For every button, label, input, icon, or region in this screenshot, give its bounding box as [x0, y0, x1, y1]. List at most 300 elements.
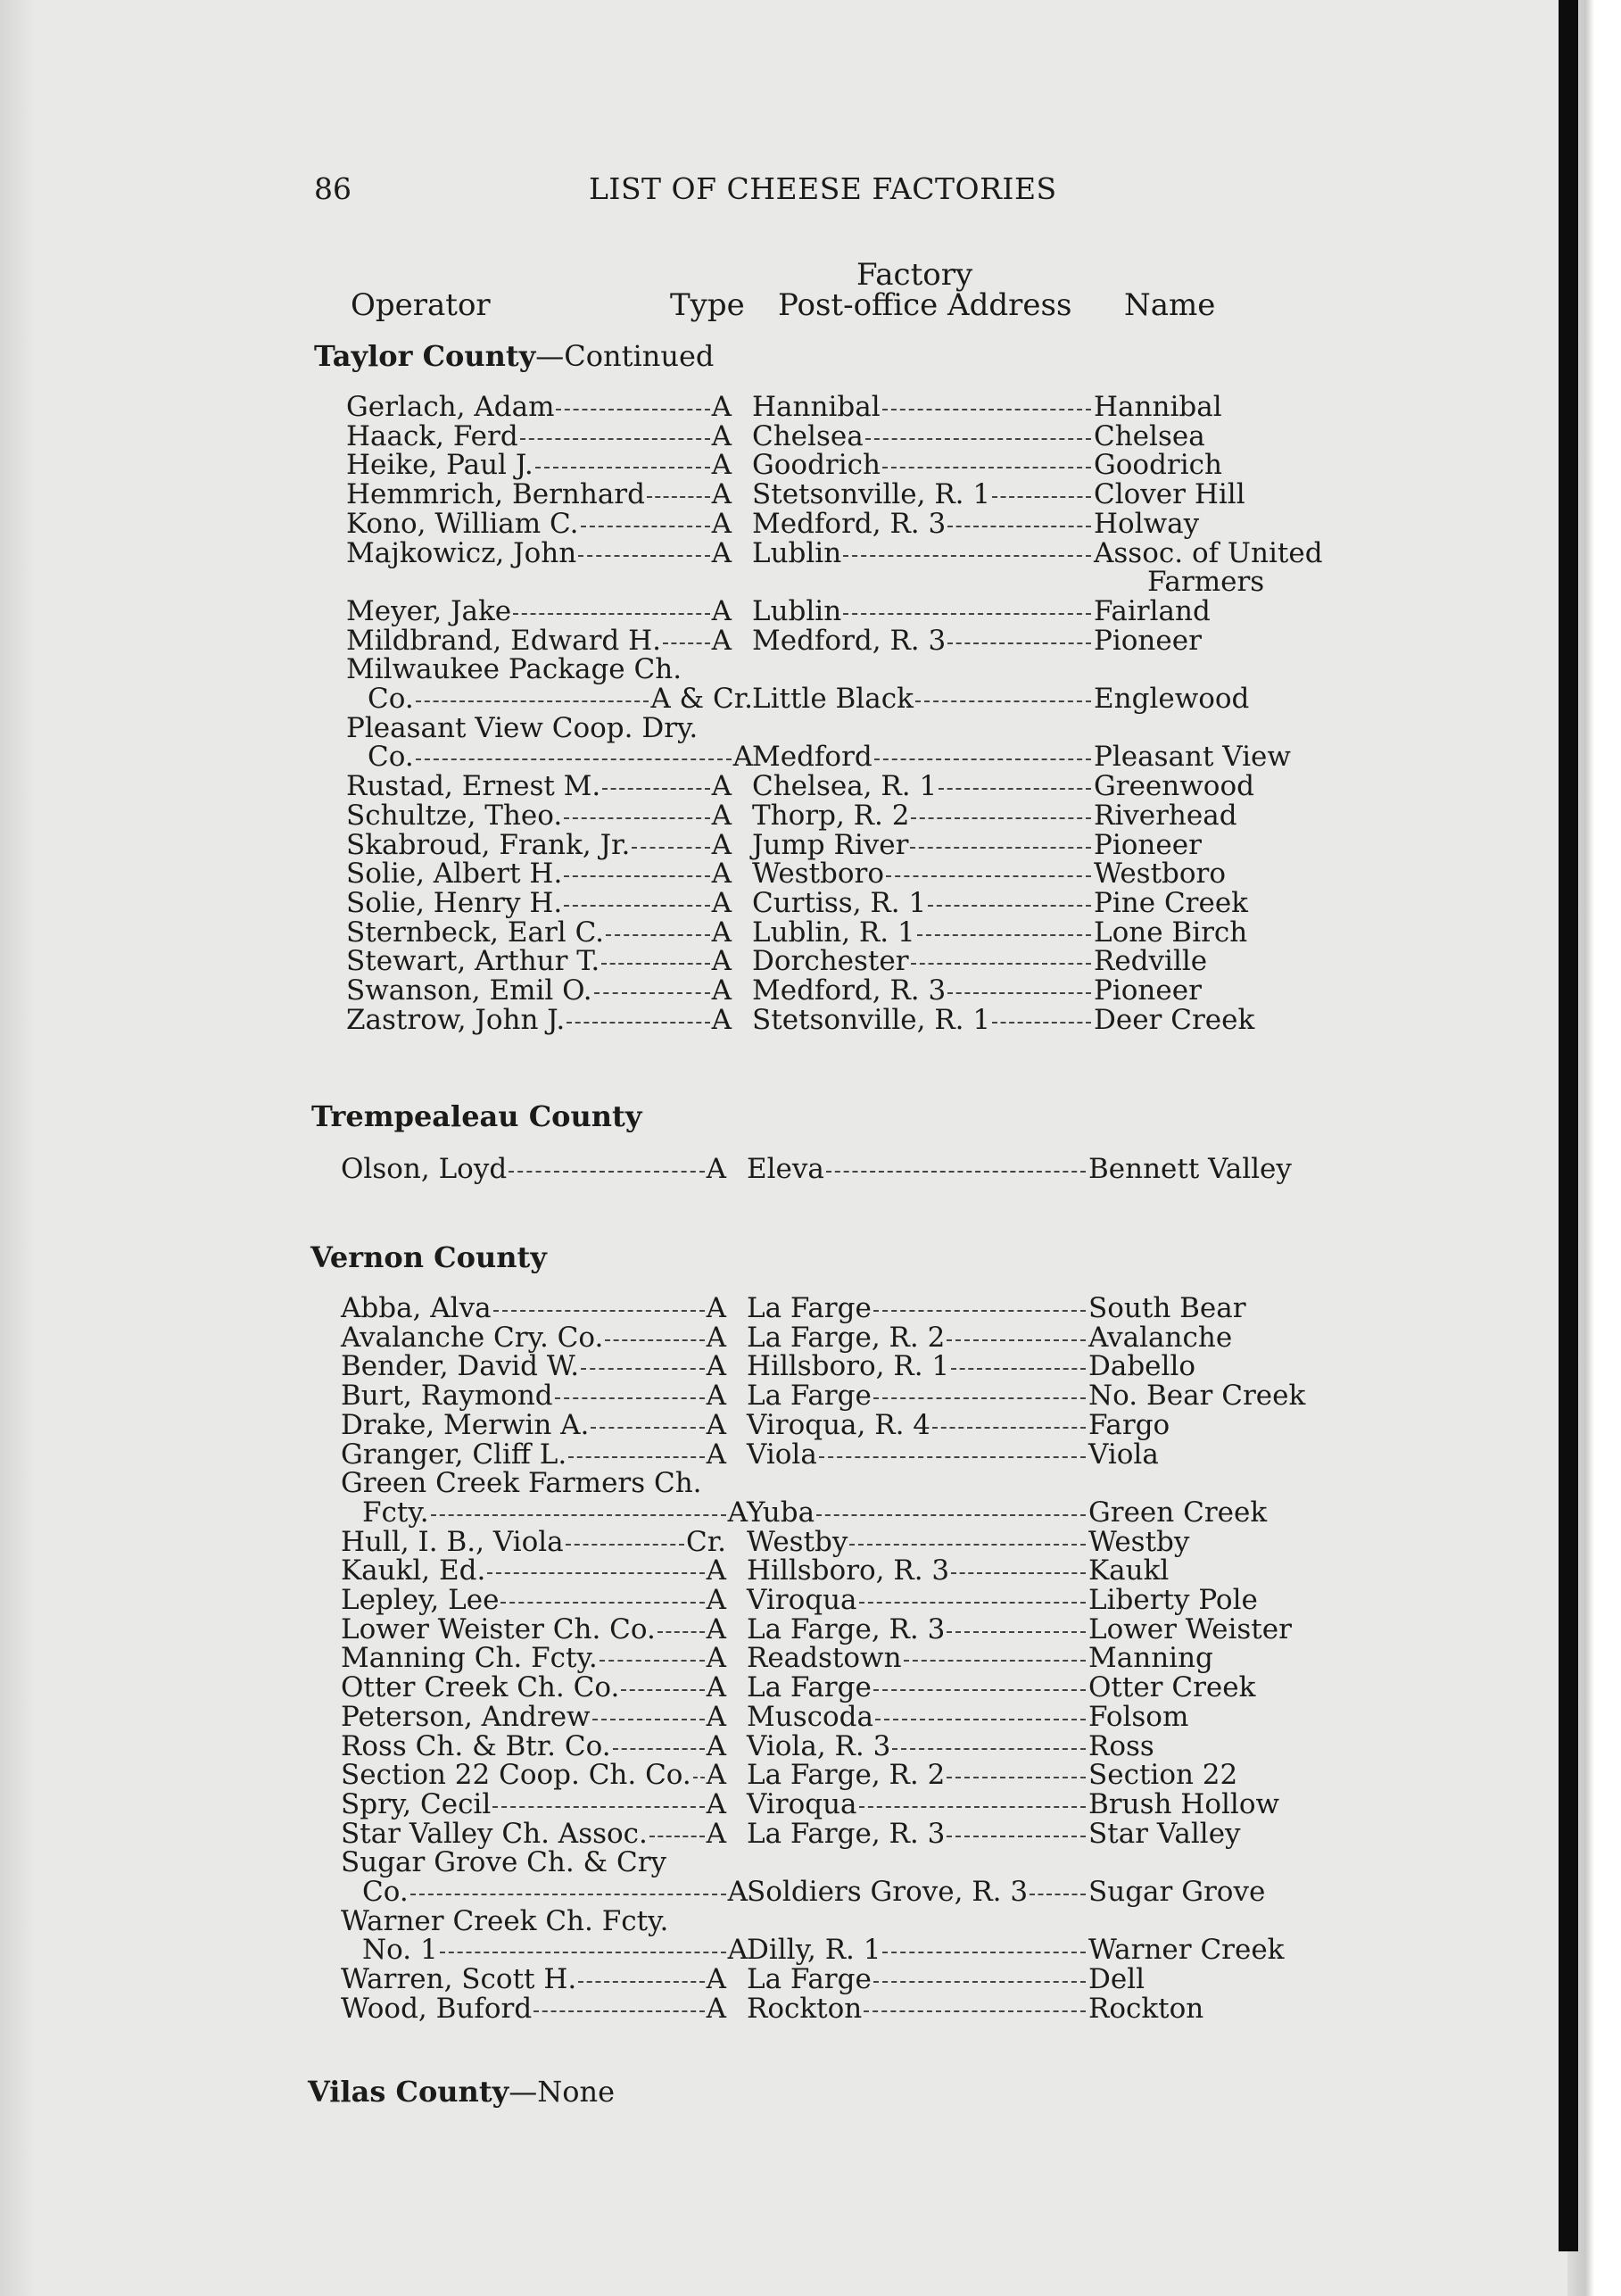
- operator-cell: Zastrow, John J. A: [346, 1003, 732, 1036]
- column-header-type: Type: [670, 287, 745, 323]
- leader-dots: [849, 1542, 1086, 1546]
- operator-cell: Abba, Alva A: [341, 1292, 726, 1324]
- address-cell: Viola, R. 3: [747, 1732, 1088, 1761]
- leader-dots: [601, 961, 709, 965]
- leader-dots: [605, 1338, 704, 1341]
- leader-dots: [939, 786, 1091, 790]
- leader-dots: [910, 845, 1091, 849]
- leader-dots: [600, 1658, 705, 1662]
- leader-dots: [493, 1308, 705, 1312]
- leader-dots: [859, 1600, 1086, 1604]
- address-cell: Viroqua: [747, 1586, 1088, 1615]
- table-row: [341, 1761, 1322, 1790]
- operator-cell: No. 1 A: [362, 1934, 748, 1967]
- operator-cell: Lepley, Lee A: [341, 1584, 726, 1616]
- leader-dots: [826, 1169, 1086, 1173]
- factory-type: A: [711, 391, 732, 423]
- address-cell: Jump River: [752, 831, 1093, 860]
- county-heading-vilas: Vilas County—None: [308, 2075, 615, 2109]
- operator-cell: Co. A: [362, 1876, 748, 1908]
- operator-cell: Wood, Buford A: [341, 1992, 726, 2025]
- table-row: [341, 1877, 1322, 1907]
- operator-cell: Otter Creek Ch. Co. A: [341, 1671, 726, 1704]
- factory-type: A: [711, 770, 732, 803]
- operator-cell: Hemmrich, Bernhard A: [346, 478, 732, 511]
- table-row: [346, 859, 1327, 889]
- factory-type: A: [727, 1876, 748, 1908]
- table-row: [346, 594, 1327, 627]
- leader-dots: [568, 1455, 704, 1458]
- address-cell: Hannibal: [752, 393, 1093, 422]
- leader-dots: [859, 1804, 1086, 1808]
- factory-name-cell: No. Bear Creek: [1088, 1380, 1306, 1413]
- leader-dots: [500, 1600, 704, 1604]
- factory-name-cell: Manning: [1088, 1642, 1213, 1675]
- factory-type: A: [711, 507, 732, 540]
- leader-dots: [951, 1571, 1086, 1574]
- leader-dots: [556, 407, 709, 410]
- address-cell: Medford: [752, 742, 1093, 772]
- leader-dots: [632, 845, 709, 849]
- leader-dots: [932, 1425, 1086, 1429]
- factory-name-cell: Englewood: [1094, 683, 1250, 715]
- leader-dots: [947, 991, 1091, 994]
- leader-dots: [416, 699, 649, 702]
- column-header-address: Post-office Address: [778, 287, 1072, 323]
- operator-cell: Co. A & Cr.: [368, 683, 753, 715]
- factory-name-continued: Farmers: [1147, 566, 1265, 599]
- factory-type: A: [706, 1153, 726, 1185]
- operator-cell: Ross Ch. & Btr. Co. A: [341, 1729, 726, 1762]
- address-cell: Viola: [747, 1440, 1088, 1470]
- table-row: [346, 1003, 1327, 1036]
- factory-type: A: [711, 858, 732, 891]
- operator-cell: Haack, Ferd A: [346, 419, 732, 452]
- operator-cell: Fcty. A: [362, 1496, 748, 1529]
- table-row: [341, 1352, 1322, 1381]
- address-cell: Chelsea: [752, 422, 1093, 452]
- operator-cell: Co. A: [368, 741, 753, 774]
- leader-dots: [886, 874, 1091, 877]
- leader-dots: [592, 1717, 705, 1720]
- factory-type: A: [711, 478, 732, 511]
- factory-name-cell: Brush Hollow: [1088, 1787, 1280, 1820]
- address-cell: Lublin, R. 1: [752, 918, 1093, 948]
- leader-dots: [567, 1020, 709, 1024]
- address-cell: La Farge, R. 3: [747, 1819, 1088, 1849]
- operator-cell: Mildbrand, Edward H. A: [346, 624, 732, 657]
- leader-dots: [882, 465, 1091, 468]
- factory-type: A: [706, 1642, 726, 1675]
- table-row: [346, 507, 1327, 540]
- factory-type: A: [706, 1817, 726, 1850]
- leader-dots: [578, 553, 709, 557]
- leader-dots: [591, 1425, 704, 1429]
- address-cell: Lublin: [752, 539, 1093, 568]
- address-cell: Rockton: [747, 1994, 1088, 2024]
- operator-cell: Bender, David W. A: [341, 1350, 726, 1383]
- factory-type: A & Cr.: [650, 683, 753, 715]
- page-number: 86: [314, 171, 351, 206]
- operator-cell: Rustad, Ernest M. A: [346, 770, 732, 803]
- leader-dots: [564, 816, 709, 819]
- table-row: [346, 536, 1327, 569]
- leader-dots: [873, 1979, 1086, 1983]
- table-row: [341, 1498, 1322, 1528]
- leader-dots: [917, 932, 1091, 936]
- factory-name-cell: Liberty Pole: [1088, 1584, 1258, 1616]
- operator-cell: Heike, Paul J. A: [346, 449, 732, 482]
- operator-cell: Stewart, Arthur T. A: [346, 945, 732, 978]
- leader-dots: [564, 903, 709, 907]
- factory-type: A: [711, 828, 732, 861]
- address-cell: Westby: [747, 1528, 1088, 1557]
- factory-type: A: [706, 1380, 726, 1413]
- factory-name-cell: Deer Creek: [1094, 1003, 1255, 1036]
- factory-name-cell: Lower Weister: [1088, 1612, 1292, 1645]
- factory-name-cell: Riverhead: [1094, 799, 1237, 832]
- operator-cell: Warren, Scott H. A: [341, 1963, 726, 1996]
- leader-dots: [882, 1950, 1086, 1953]
- factory-type: A: [727, 1934, 748, 1967]
- address-cell: Viroqua, R. 4: [747, 1411, 1088, 1440]
- table-row: [341, 1673, 1322, 1703]
- address-cell: Viroqua: [747, 1790, 1088, 1819]
- factory-name-cell: Sugar Grove: [1088, 1876, 1266, 1908]
- address-cell: Hillsboro, R. 1: [747, 1352, 1088, 1381]
- leader-dots: [816, 1513, 1086, 1516]
- factory-type: A: [706, 1787, 726, 1820]
- factory-type: A: [711, 536, 732, 569]
- factory-type: A: [706, 1584, 726, 1616]
- factory-type: A: [711, 449, 732, 482]
- address-cell: Medford, R. 3: [752, 510, 1093, 539]
- leader-dots: [865, 436, 1091, 440]
- leader-dots: [915, 699, 1091, 702]
- factory-type: A: [706, 1992, 726, 2025]
- address-cell: La Farge: [747, 1673, 1088, 1703]
- table-row: [341, 1586, 1322, 1615]
- table-row: [341, 1787, 1322, 1820]
- address-cell: Readstown: [747, 1644, 1088, 1673]
- leader-dots: [947, 1834, 1086, 1837]
- operator-cell: Burt, Raymond A: [341, 1380, 726, 1413]
- table-row: [346, 801, 1327, 831]
- table-row-continued: [1147, 568, 1264, 597]
- factory-type: Cr.: [686, 1525, 726, 1558]
- factory-name-cell: Goodrich: [1094, 449, 1222, 482]
- leader-dots: [873, 1396, 1086, 1399]
- factory-type: A: [706, 1700, 726, 1733]
- operator-cell: Manning Ch. Fcty. A: [341, 1642, 726, 1675]
- operator-name: Green Creek Farmers Ch.: [341, 1467, 702, 1500]
- factory-type: A: [706, 1759, 726, 1792]
- operator-cell: Sternbeck, Earl C. A: [346, 916, 732, 949]
- county-heading-vernon: Vernon County: [310, 1240, 547, 1274]
- factory-type: A: [706, 1612, 726, 1645]
- leader-dots: [947, 641, 1091, 644]
- table-row: [346, 419, 1327, 452]
- address-cell: Yuba: [747, 1498, 1088, 1528]
- factory-type: A: [706, 1963, 726, 1996]
- leader-dots: [509, 1169, 704, 1173]
- factory-type: A: [706, 1350, 726, 1383]
- operator-cell: Granger, Cliff L. A: [341, 1438, 726, 1471]
- factory-name-cell: Pioneer: [1094, 624, 1202, 657]
- factory-type: A: [706, 1438, 726, 1471]
- leader-dots: [892, 1746, 1086, 1750]
- leader-dots: [535, 465, 710, 468]
- table-row: [341, 1381, 1322, 1411]
- factory-type: A: [706, 1408, 726, 1441]
- table-row: [341, 1155, 1322, 1184]
- leader-dots: [513, 611, 710, 615]
- leader-dots: [1030, 1892, 1086, 1895]
- leader-dots: [947, 1629, 1086, 1633]
- table-row: [341, 1294, 1322, 1323]
- address-cell: Hillsboro, R. 3: [747, 1556, 1088, 1586]
- factory-name-cell: Pleasant View: [1094, 741, 1291, 774]
- factory-type: A: [711, 1003, 732, 1036]
- column-header-factory: Factory: [856, 257, 973, 293]
- leader-dots: [951, 1366, 1086, 1370]
- leader-dots: [911, 961, 1091, 965]
- address-cell: La Farge, R. 2: [747, 1323, 1088, 1353]
- table-row: [341, 1440, 1322, 1470]
- address-cell: Thorp, R. 2: [752, 801, 1093, 831]
- table-row: [346, 480, 1327, 510]
- leader-dots: [904, 1658, 1086, 1662]
- table-row: [346, 772, 1327, 801]
- address-cell: Chelsea, R. 1: [752, 772, 1093, 801]
- factory-type: A: [711, 594, 732, 627]
- leader-dots: [647, 494, 710, 498]
- operator-cell: Schultze, Theo. A: [346, 799, 732, 832]
- leader-dots: [492, 1804, 704, 1808]
- leader-dots: [928, 903, 1091, 907]
- factory-name-cell: Warner Creek: [1088, 1934, 1285, 1967]
- factory-name-cell: Section 22: [1088, 1759, 1238, 1792]
- factory-type: A: [711, 419, 732, 452]
- factory-type: A: [706, 1292, 726, 1324]
- factory-name-cell: Star Valley: [1088, 1817, 1241, 1850]
- factory-type: A: [711, 799, 732, 832]
- leader-dots: [947, 1775, 1086, 1778]
- factory-name-cell: Pioneer: [1094, 974, 1202, 1007]
- page-edge-shadow: [1559, 0, 1578, 2251]
- table-row: [341, 1700, 1322, 1733]
- leader-dots: [431, 1513, 726, 1516]
- address-cell: La Farge: [747, 1294, 1088, 1323]
- address-cell: La Farge: [747, 1381, 1088, 1411]
- factory-name-cell: Fairland: [1094, 594, 1211, 627]
- operator-cell: Swanson, Emil O. A: [346, 974, 732, 1007]
- address-cell: Lublin: [752, 597, 1093, 626]
- leader-dots: [874, 757, 1091, 760]
- leader-dots: [440, 1950, 726, 1953]
- table-row: [346, 947, 1327, 976]
- leader-dots: [911, 816, 1091, 819]
- operator-name: Milwaukee Package Ch.: [346, 653, 682, 686]
- operator-cell: Meyer, Jake A: [346, 594, 732, 627]
- address-cell: Curtiss, R. 1: [752, 889, 1093, 918]
- factory-name-cell: Assoc. of United: [1094, 536, 1323, 569]
- leader-dots: [581, 1366, 704, 1370]
- factory-name-cell: Chelsea: [1094, 419, 1205, 452]
- factory-type: A: [706, 1554, 726, 1587]
- operator-cell: Avalanche Cry. Co. A: [341, 1321, 726, 1354]
- leader-dots: [819, 1455, 1086, 1458]
- leader-dots: [873, 1687, 1086, 1691]
- address-cell: Soldiers Grove, R. 3: [747, 1877, 1088, 1907]
- operator-cell: Peterson, Andrew A: [341, 1700, 726, 1733]
- address-cell: Eleva: [747, 1155, 1088, 1184]
- table-row: [346, 742, 1327, 772]
- operator-cell: Star Valley Ch. Assoc. A: [341, 1817, 726, 1850]
- table-row: [346, 684, 1327, 714]
- table-row: [341, 1408, 1322, 1441]
- operator-cell: Spry, Cecil A: [341, 1787, 726, 1820]
- leader-dots: [875, 1717, 1086, 1720]
- factory-name-cell: Green Creek: [1088, 1496, 1268, 1529]
- address-cell: Stetsonville, R. 1: [752, 1006, 1093, 1035]
- leader-dots: [487, 1571, 704, 1574]
- leader-dots: [621, 1687, 704, 1691]
- address-cell: Medford, R. 3: [752, 976, 1093, 1006]
- operator-cell: Kaukl, Ed. A: [341, 1554, 726, 1587]
- factory-type: A: [711, 624, 732, 657]
- column-header-operator: Operator: [351, 287, 491, 323]
- leader-dots: [606, 932, 710, 936]
- factory-name-cell: Redville: [1094, 945, 1208, 978]
- operator-name: Sugar Grove Ch. & Cry: [341, 1846, 667, 1879]
- table-row: [341, 1525, 1322, 1558]
- factory-name-cell: Otter Creek: [1088, 1671, 1256, 1704]
- table-row: [346, 886, 1327, 919]
- factory-name-cell: Avalanche: [1088, 1321, 1233, 1354]
- table-row: [346, 626, 1327, 656]
- table-row: [341, 1935, 1322, 1965]
- operator-cell: Solie, Albert H. A: [346, 858, 732, 891]
- address-cell: La Farge, R. 3: [747, 1615, 1088, 1645]
- factory-type: A: [711, 945, 732, 978]
- leader-dots: [864, 2009, 1086, 2012]
- factory-name-cell: Dell: [1088, 1963, 1145, 1996]
- leader-dots: [992, 494, 1091, 498]
- operator-cell: Kono, William C. A: [346, 507, 732, 540]
- leader-dots: [843, 553, 1091, 557]
- leader-dots: [566, 1542, 684, 1546]
- leader-dots: [613, 1746, 705, 1750]
- leader-dots: [657, 1629, 705, 1633]
- factory-type: A: [706, 1729, 726, 1762]
- address-cell: Muscoda: [747, 1703, 1088, 1732]
- page-title: LIST OF CHEESE FACTORIES: [589, 171, 1057, 206]
- leader-dots: [882, 407, 1091, 410]
- leader-dots: [992, 1020, 1091, 1024]
- factory-type: A: [706, 1321, 726, 1354]
- factory-name-cell: Pioneer: [1094, 828, 1202, 861]
- table-row: [341, 1323, 1322, 1353]
- address-cell: Dorchester: [752, 947, 1093, 976]
- address-cell: Westboro: [752, 859, 1093, 889]
- factory-name-cell: Holway: [1094, 507, 1200, 540]
- factory-type: A: [706, 1671, 726, 1704]
- table-row: [346, 976, 1327, 1006]
- table-row: [341, 1819, 1322, 1849]
- address-cell: Goodrich: [752, 451, 1093, 480]
- leader-dots: [555, 1396, 705, 1399]
- leader-dots: [410, 1892, 726, 1895]
- column-header-name: Name: [1124, 287, 1216, 323]
- factory-name-cell: Bennett Valley: [1088, 1153, 1292, 1185]
- factory-name-cell: Greenwood: [1094, 770, 1254, 803]
- factory-name-cell: Rockton: [1088, 1992, 1204, 2025]
- operator-cell: Majkowicz, John A: [346, 536, 732, 569]
- county-heading-trempealeau: Trempealeau County: [311, 1099, 642, 1133]
- leader-dots: [649, 1834, 705, 1837]
- table-row: [341, 1994, 1322, 2024]
- factory-name-cell: Hannibal: [1094, 391, 1222, 423]
- address-cell: Dilly, R. 1: [747, 1935, 1088, 1965]
- address-cell: La Farge: [747, 1965, 1088, 1994]
- factory-name-cell: Fargo: [1088, 1408, 1170, 1441]
- factory-name-cell: Viola: [1088, 1438, 1159, 1471]
- operator-name: Pleasant View Coop. Dry.: [346, 711, 699, 744]
- leader-dots: [564, 874, 709, 877]
- factory-type: A: [727, 1496, 748, 1529]
- leader-dots: [581, 524, 710, 527]
- operator-cell: Solie, Henry H. A: [346, 886, 732, 919]
- leader-dots: [843, 611, 1091, 615]
- county-heading-taylor: Taylor County—Continued: [314, 339, 715, 373]
- address-cell: Stetsonville, R. 1: [752, 480, 1093, 510]
- factory-type: A: [711, 916, 732, 949]
- table-row: [341, 1644, 1322, 1673]
- factory-name-cell: Ross: [1088, 1729, 1154, 1762]
- table-row: [341, 1612, 1322, 1645]
- leader-dots: [947, 1338, 1086, 1341]
- leader-dots: [578, 1979, 704, 1983]
- factory-type: A: [732, 741, 753, 774]
- operator-cell: Olson, Loyd A: [341, 1153, 726, 1185]
- leader-dots: [520, 436, 710, 440]
- leader-dots: [663, 641, 710, 644]
- page-binding-shadow: [0, 0, 36, 2296]
- table-row: [346, 828, 1327, 861]
- table-row: [346, 918, 1327, 948]
- address-cell: Medford, R. 3: [752, 626, 1093, 656]
- factory-type: A: [711, 974, 732, 1007]
- leader-dots: [594, 991, 710, 994]
- factory-name-cell: Pine Creek: [1094, 886, 1248, 919]
- operator-cell: Lower Weister Ch. Co. A: [341, 1612, 726, 1645]
- factory-type: A: [711, 886, 732, 919]
- table-row: [346, 393, 1327, 422]
- leader-dots: [947, 524, 1091, 527]
- table-row: [341, 1965, 1322, 1994]
- factory-name-cell: Dabello: [1088, 1350, 1196, 1383]
- factory-name-cell: Lone Birch: [1094, 916, 1248, 949]
- factory-name-cell: Folsom: [1088, 1700, 1189, 1733]
- factory-name-cell: Kaukl: [1088, 1554, 1170, 1587]
- operator-cell: Section 22 Coop. Ch. Co. A: [341, 1759, 726, 1792]
- operator-cell: Skabroud, Frank, Jr. A: [346, 828, 732, 861]
- address-cell: Little Black: [752, 684, 1093, 714]
- leader-dots: [602, 786, 709, 790]
- factory-name-cell: South Bear: [1088, 1292, 1246, 1324]
- operator-cell: Drake, Merwin A. A: [341, 1408, 726, 1441]
